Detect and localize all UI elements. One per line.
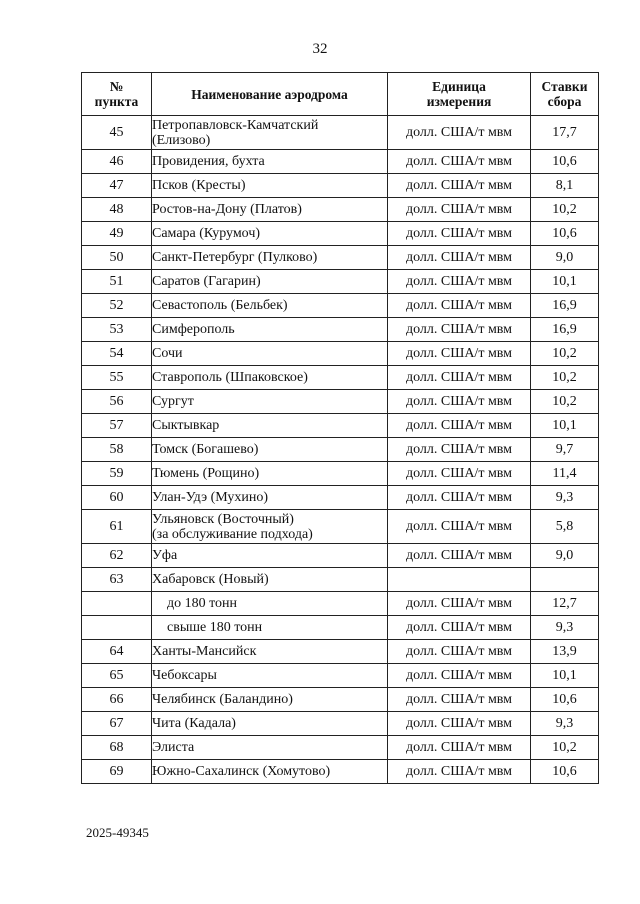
aerodrome-name-line: Провидения, бухта — [152, 154, 265, 169]
table-row — [82, 438, 599, 462]
table-row — [82, 294, 599, 318]
table-row — [82, 390, 599, 414]
cell-aerodrome-name — [152, 510, 388, 544]
cell-rate: 10,2 — [531, 366, 599, 390]
header-num — [82, 73, 152, 116]
cell-aerodrome-name — [152, 342, 388, 366]
cell-unit: долл. США/т мвм — [388, 174, 531, 198]
cell-unit: долл. США/т мвм — [388, 510, 531, 544]
cell-unit: долл. США/т мвм — [388, 616, 531, 640]
aerodrome-name-line: Чебоксары — [152, 668, 217, 683]
cell-num: 49 — [82, 222, 152, 246]
cell-unit: долл. США/т мвм — [388, 198, 531, 222]
aerodrome-name-line: Хабаровск (Новый) — [152, 572, 269, 587]
cell-rate: 10,6 — [531, 760, 599, 784]
cell-aerodrome-name — [152, 390, 388, 414]
cell-num: 55 — [82, 366, 152, 390]
cell-unit: долл. США/т мвм — [388, 342, 531, 366]
header-num-line1: № — [109, 79, 124, 94]
table-row — [82, 544, 599, 568]
cell-rate: 10,2 — [531, 390, 599, 414]
aerodrome-name-line: Уфа — [152, 548, 178, 563]
aerodrome-name-line: Симферополь — [152, 322, 235, 337]
cell-aerodrome-name — [152, 318, 388, 342]
cell-unit: долл. США/т мвм — [388, 150, 531, 174]
cell-aerodrome-name — [152, 150, 388, 174]
cell-unit: долл. США/т мвм — [388, 414, 531, 438]
aerodrome-name-line: Ростов-на-Дону (Платов) — [152, 202, 302, 217]
cell-rate: 13,9 — [531, 640, 599, 664]
cell-num: 58 — [82, 438, 152, 462]
cell-unit: долл. США/т мвм — [388, 366, 531, 390]
aerodrome-name-line: Тюмень (Рощино) — [152, 466, 260, 481]
cell-unit: долл. США/т мвм — [388, 544, 531, 568]
cell-rate: 11,4 — [531, 462, 599, 486]
table-row — [82, 486, 599, 510]
table-row — [82, 664, 599, 688]
cell-rate: 10,6 — [531, 222, 599, 246]
header-rate-line2: сбора — [547, 94, 582, 109]
cell-unit: долл. США/т мвм — [388, 318, 531, 342]
cell-num: 45 — [82, 116, 152, 150]
table-row — [82, 414, 599, 438]
cell-unit: долл. США/т мвм — [388, 390, 531, 414]
cell-num: 47 — [82, 174, 152, 198]
table-row — [82, 760, 599, 784]
cell-aerodrome-name — [152, 174, 388, 198]
document-id: 2025-49345 — [86, 825, 149, 840]
cell-unit: долл. США/т мвм — [388, 270, 531, 294]
cell-aerodrome-name — [152, 544, 388, 568]
cell-aerodrome-name — [152, 366, 388, 390]
cell-rate: 5,8 — [531, 510, 599, 544]
header-unit — [388, 73, 531, 116]
table-row — [82, 510, 599, 544]
header-rate-line1: Ставки — [541, 79, 588, 94]
cell-num: 67 — [82, 712, 152, 736]
table-row — [82, 342, 599, 366]
cell-rate: 10,2 — [531, 736, 599, 760]
cell-num: 65 — [82, 664, 152, 688]
cell-num: 69 — [82, 760, 152, 784]
cell-aerodrome-name — [152, 222, 388, 246]
cell-aerodrome-name — [152, 568, 388, 592]
cell-num: 61 — [82, 510, 152, 544]
aerodrome-rates-table — [81, 72, 599, 784]
cell-unit: долл. США/т мвм — [388, 664, 531, 688]
aerodrome-name-line: Ульяновск (Восточный) — [152, 511, 294, 527]
cell-num: 68 — [82, 736, 152, 760]
header-num-line2: пункта — [94, 94, 139, 109]
table-row — [82, 270, 599, 294]
cell-aerodrome-name — [152, 270, 388, 294]
table-row — [82, 150, 599, 174]
cell-num: 62 — [82, 544, 152, 568]
table-row — [82, 116, 599, 150]
aerodrome-name-line: Улан-Удэ (Мухино) — [152, 490, 269, 505]
cell-rate: 10,1 — [531, 664, 599, 688]
cell-num: 57 — [82, 414, 152, 438]
cell-unit: долл. США/т мвм — [388, 760, 531, 784]
header-unit-line2: измерения — [426, 94, 492, 109]
cell-num: 60 — [82, 486, 152, 510]
table-row — [82, 318, 599, 342]
aerodrome-name-line: Сочи — [152, 346, 183, 361]
cell-rate: 9,3 — [531, 712, 599, 736]
cell-rate: 9,0 — [531, 246, 599, 270]
cell-num — [82, 616, 152, 640]
cell-rate — [531, 568, 599, 592]
cell-unit: долл. США/т мвм — [388, 222, 531, 246]
aerodrome-name-line: Самара (Курумоч) — [152, 226, 261, 241]
cell-unit: долл. США/т мвм — [388, 116, 531, 150]
table-row — [82, 568, 599, 592]
cell-aerodrome-name — [152, 116, 388, 150]
cell-num: 63 — [82, 568, 152, 592]
cell-num: 66 — [82, 688, 152, 712]
aerodrome-name-line: Саратов (Гагарин) — [152, 274, 261, 289]
table-row — [82, 462, 599, 486]
cell-unit: долл. США/т мвм — [388, 438, 531, 462]
aerodrome-name-line: Челябинск (Баландино) — [152, 692, 293, 707]
aerodrome-name-line: Ставрополь (Шпаковское) — [152, 370, 308, 385]
cell-num — [82, 592, 152, 616]
cell-unit: долл. США/т мвм — [388, 246, 531, 270]
cell-rate: 16,9 — [531, 318, 599, 342]
cell-rate: 10,1 — [531, 270, 599, 294]
cell-num: 52 — [82, 294, 152, 318]
table-row — [82, 366, 599, 390]
aerodrome-name-line: (Елизово) — [152, 132, 211, 148]
table-row — [82, 222, 599, 246]
cell-aerodrome-name — [152, 198, 388, 222]
table-body — [82, 116, 599, 784]
aerodrome-name-line: Сыктывкар — [152, 418, 220, 433]
header-name: Наименование аэродрома — [152, 73, 388, 116]
cell-unit: долл. США/т мвм — [388, 736, 531, 760]
cell-aerodrome-name — [152, 688, 388, 712]
cell-num: 59 — [82, 462, 152, 486]
header-unit-line1: Единица — [432, 79, 486, 94]
cell-unit: долл. США/т мвм — [388, 462, 531, 486]
cell-aerodrome-name — [152, 438, 388, 462]
aerodrome-name-line: Томск (Богашево) — [152, 442, 259, 457]
cell-rate: 10,2 — [531, 342, 599, 366]
cell-rate: 8,1 — [531, 174, 599, 198]
cell-unit: долл. США/т мвм — [388, 688, 531, 712]
aerodrome-name-line: Чита (Кадала) — [152, 716, 236, 731]
aerodrome-name-line: Санкт-Петербург (Пулково) — [152, 250, 318, 265]
cell-aerodrome-name — [152, 246, 388, 270]
aerodrome-name-line: Южно-Сахалинск (Хомутово) — [152, 764, 331, 779]
cell-rate: 16,9 — [531, 294, 599, 318]
aerodrome-name-line: Петропавловск-Камчатский — [152, 117, 319, 133]
cell-rate: 17,7 — [531, 116, 599, 150]
cell-rate: 9,3 — [531, 616, 599, 640]
aerodrome-name-line: Сургут — [152, 394, 194, 409]
table-row — [82, 174, 599, 198]
cell-aerodrome-name — [152, 294, 388, 318]
aerodrome-name-line: Севастополь (Бельбек) — [152, 298, 288, 313]
cell-aerodrome-name — [152, 736, 388, 760]
cell-aerodrome-name — [152, 640, 388, 664]
cell-unit — [388, 568, 531, 592]
cell-unit: долл. США/т мвм — [388, 486, 531, 510]
cell-num: 46 — [82, 150, 152, 174]
page-number: 32 — [312, 41, 328, 57]
cell-num: 48 — [82, 198, 152, 222]
aerodrome-name-line: Ханты-Мансийск — [152, 644, 257, 659]
cell-num: 51 — [82, 270, 152, 294]
aerodrome-name-line: Псков (Кресты) — [152, 178, 246, 193]
table-row — [82, 688, 599, 712]
cell-aerodrome-name — [152, 712, 388, 736]
cell-aerodrome-name — [152, 760, 388, 784]
table-header — [82, 73, 599, 116]
cell-rate: 9,7 — [531, 438, 599, 462]
aerodrome-name-line: (за обслуживание подхода) — [152, 526, 313, 542]
cell-aerodrome-name — [152, 664, 388, 688]
table-row — [82, 736, 599, 760]
cell-aerodrome-name — [152, 486, 388, 510]
cell-rate: 9,3 — [531, 486, 599, 510]
cell-unit: долл. США/т мвм — [388, 712, 531, 736]
cell-aerodrome-name — [152, 462, 388, 486]
cell-rate: 12,7 — [531, 592, 599, 616]
table-row — [82, 640, 599, 664]
aerodrome-name-line: Элиста — [152, 740, 195, 755]
cell-unit: долл. США/т мвм — [388, 592, 531, 616]
cell-num: 64 — [82, 640, 152, 664]
cell-num: 50 — [82, 246, 152, 270]
cell-unit: долл. США/т мвм — [388, 640, 531, 664]
cell-num: 54 — [82, 342, 152, 366]
cell-num: 56 — [82, 390, 152, 414]
header-rate — [531, 73, 599, 116]
cell-aerodrome-name — [152, 592, 388, 616]
table-row — [82, 198, 599, 222]
cell-rate: 10,6 — [531, 688, 599, 712]
aerodrome-name-line: свыше 180 тонн — [167, 620, 263, 635]
cell-num: 53 — [82, 318, 152, 342]
table-row — [82, 592, 599, 616]
cell-aerodrome-name — [152, 414, 388, 438]
cell-rate: 10,2 — [531, 198, 599, 222]
cell-rate: 9,0 — [531, 544, 599, 568]
cell-unit: долл. США/т мвм — [388, 294, 531, 318]
table-row — [82, 616, 599, 640]
cell-rate: 10,6 — [531, 150, 599, 174]
cell-rate: 10,1 — [531, 414, 599, 438]
aerodrome-name-line: до 180 тонн — [167, 596, 238, 611]
cell-aerodrome-name — [152, 616, 388, 640]
table-row — [82, 712, 599, 736]
table-row — [82, 246, 599, 270]
